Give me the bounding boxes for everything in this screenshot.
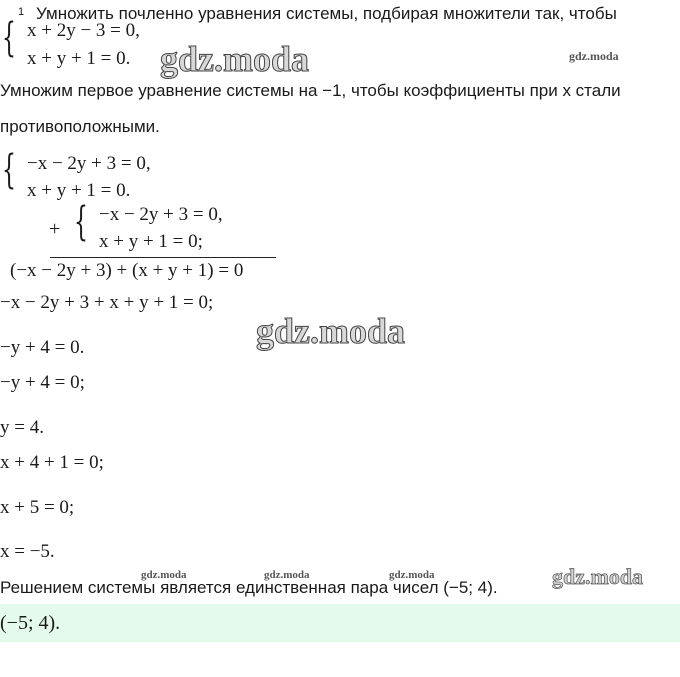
watermark-logo-bottom-right: gdz.moda [552,564,644,589]
addition-sum: (−x − 2y + 3) + (x + y + 1) = 0 [10,260,244,281]
step-6: x + 5 = 0; [0,497,75,518]
step-4: y = 4. [0,417,44,438]
answer-box [0,604,680,642]
conclusion: Решением системы является единственная пара чисел (−5; 4). [0,578,498,597]
answer-value: (−5; 4). [0,612,61,634]
watermark-small-top-right: gdz.moda [569,49,619,63]
explanation-line1: Умножим первое уравнение системы на −1, чтобы коэффициенты при x стали [0,81,621,100]
system-modified-eq2: x + y + 1 = 0. [27,180,131,201]
step-7: x = −5. [0,541,55,562]
addition-eq2: x + y + 1 = 0; [99,231,203,252]
system-modified-eq1: −x − 2y + 3 = 0, [27,153,151,174]
watermark-small-1: gdz.moda [141,569,187,581]
addition-sum-line [50,257,276,258]
explanation-line2: противоположными. [0,117,160,136]
watermark-small-2: gdz.moda [264,569,310,581]
system-original-eq1: x + 2y − 3 = 0, [27,20,140,41]
system-original-brace: { [2,15,16,61]
watermark-logo-top: gdz.moda [160,39,310,79]
step-3: −y + 4 = 0; [0,372,85,393]
watermark-small-3: gdz.moda [389,569,435,581]
step-2: −y + 4 = 0. [0,337,85,358]
step-1: −x − 2y + 3 + x + y + 1 = 0; [0,292,214,313]
task-text: Умножить почленно уравнения системы, подбирая множители так, чтобы [36,4,617,23]
system-original-eq2: x + y + 1 = 0. [27,48,131,69]
addition-brace: { [74,199,88,245]
watermark-logo-center: gdz.moda [256,311,406,351]
addition-eq1: −x − 2y + 3 = 0, [99,204,223,225]
addition-plus-sign: + [49,218,61,240]
step-5: x + 4 + 1 = 0; [0,452,104,473]
task-number: 1 [18,6,25,18]
system-modified-brace: { [2,147,16,193]
